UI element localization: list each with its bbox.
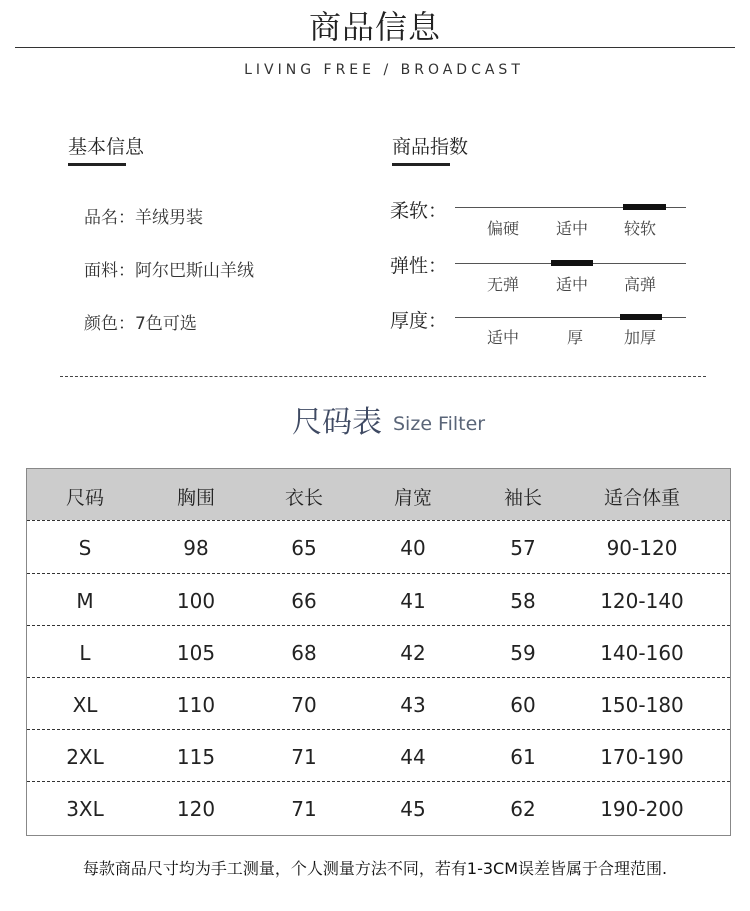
table-cell: 62 bbox=[510, 797, 536, 821]
table-cell: 150-180 bbox=[600, 693, 684, 717]
index-marker-thickness bbox=[620, 314, 662, 320]
index-marker-softness bbox=[623, 204, 666, 210]
index-tick: 适中 bbox=[487, 328, 520, 347]
basic-info-underline bbox=[68, 163, 126, 166]
table-cell: 43 bbox=[400, 693, 426, 717]
info-value: 阿尔巴斯山羊绒 bbox=[135, 261, 254, 281]
table-cell: 170-190 bbox=[600, 745, 684, 769]
table-cell: 68 bbox=[291, 641, 317, 665]
table-cell: 120 bbox=[176, 797, 216, 821]
table-row bbox=[27, 626, 730, 678]
table-cell: 110 bbox=[176, 693, 216, 717]
index-label-elasticity: 弹性： bbox=[390, 255, 448, 277]
size-chart-subtitle: Size Filter bbox=[393, 413, 486, 435]
table-row bbox=[27, 782, 730, 834]
table-cell: 44 bbox=[400, 745, 426, 769]
table-cell: 140-160 bbox=[600, 641, 684, 665]
column-header: 胸围 bbox=[176, 487, 215, 509]
index-tick: 偏硬 bbox=[487, 219, 520, 238]
index-tick: 无弹 bbox=[487, 275, 520, 294]
info-label: 颜色： bbox=[84, 314, 135, 334]
table-cell: 90-120 bbox=[606, 536, 678, 560]
table-cell: 105 bbox=[176, 641, 216, 665]
table-row bbox=[27, 730, 730, 782]
info-value: 羊绒男装 bbox=[135, 208, 203, 228]
index-label-softness: 柔软： bbox=[390, 200, 448, 222]
column-header: 衣长 bbox=[284, 487, 323, 509]
size-table-header bbox=[27, 469, 730, 520]
table-cell: 71 bbox=[291, 797, 317, 821]
info-row-name bbox=[84, 203, 203, 228]
table-cell: 58 bbox=[510, 589, 536, 613]
column-header: 适合体重 bbox=[603, 487, 680, 509]
table-cell: 45 bbox=[400, 797, 426, 821]
table-cell: 40 bbox=[400, 536, 426, 560]
info-label: 面料： bbox=[84, 261, 135, 281]
index-marker-elasticity bbox=[551, 260, 593, 266]
table-cell: S bbox=[78, 536, 92, 560]
index-tick: 厚 bbox=[567, 328, 584, 347]
table-cell: 65 bbox=[291, 536, 317, 560]
product-index-heading: 商品指数 bbox=[392, 136, 469, 158]
index-tick: 适中 bbox=[556, 219, 589, 238]
measurement-note: 每款商品尺寸均为手工测量，个人测量方法不同，若有1-3CM误差皆属于合理范围. bbox=[82, 859, 668, 878]
table-cell: 2XL bbox=[66, 745, 104, 769]
table-cell: M bbox=[76, 589, 94, 613]
table-cell: 115 bbox=[176, 745, 216, 769]
table-row bbox=[27, 574, 730, 626]
table-cell: 59 bbox=[510, 641, 536, 665]
title-divider bbox=[15, 47, 735, 48]
table-cell: 42 bbox=[400, 641, 426, 665]
table-cell: L bbox=[79, 641, 91, 665]
basic-info-heading: 基本信息 bbox=[68, 136, 145, 158]
table-cell: XL bbox=[72, 693, 98, 717]
index-tick: 较软 bbox=[624, 219, 657, 238]
table-cell: 61 bbox=[510, 745, 536, 769]
size-chart-title: 尺码表 bbox=[292, 405, 382, 440]
table-row bbox=[27, 521, 730, 573]
index-tick: 加厚 bbox=[624, 328, 657, 347]
table-cell: 57 bbox=[510, 536, 536, 560]
table-cell: 71 bbox=[291, 745, 317, 769]
index-tick: 高弹 bbox=[624, 275, 657, 294]
table-cell: 70 bbox=[291, 693, 317, 717]
table-cell: 100 bbox=[176, 589, 216, 613]
tagline: LIVING FREE / BROADCAST bbox=[244, 62, 524, 78]
info-value: 7色可选 bbox=[135, 314, 197, 334]
product-index-underline bbox=[392, 163, 450, 166]
section-separator bbox=[60, 376, 706, 377]
table-cell: 66 bbox=[291, 589, 317, 613]
table-cell: 60 bbox=[510, 693, 536, 717]
info-row-color bbox=[84, 309, 197, 334]
index-tick: 适中 bbox=[556, 275, 589, 294]
column-header: 肩宽 bbox=[393, 487, 432, 509]
column-header: 袖长 bbox=[503, 487, 542, 509]
info-row-fabric bbox=[84, 256, 254, 281]
table-cell: 3XL bbox=[66, 797, 104, 821]
size-table bbox=[26, 468, 731, 836]
table-cell: 98 bbox=[183, 536, 209, 560]
table-cell: 41 bbox=[400, 589, 426, 613]
table-cell: 190-200 bbox=[600, 797, 684, 821]
page-title: 商品信息 bbox=[308, 8, 441, 46]
column-header: 尺码 bbox=[65, 487, 104, 509]
info-label: 品名： bbox=[84, 208, 135, 228]
table-row bbox=[27, 678, 730, 730]
index-label-thickness: 厚度： bbox=[390, 310, 448, 332]
table-cell: 120-140 bbox=[600, 589, 684, 613]
